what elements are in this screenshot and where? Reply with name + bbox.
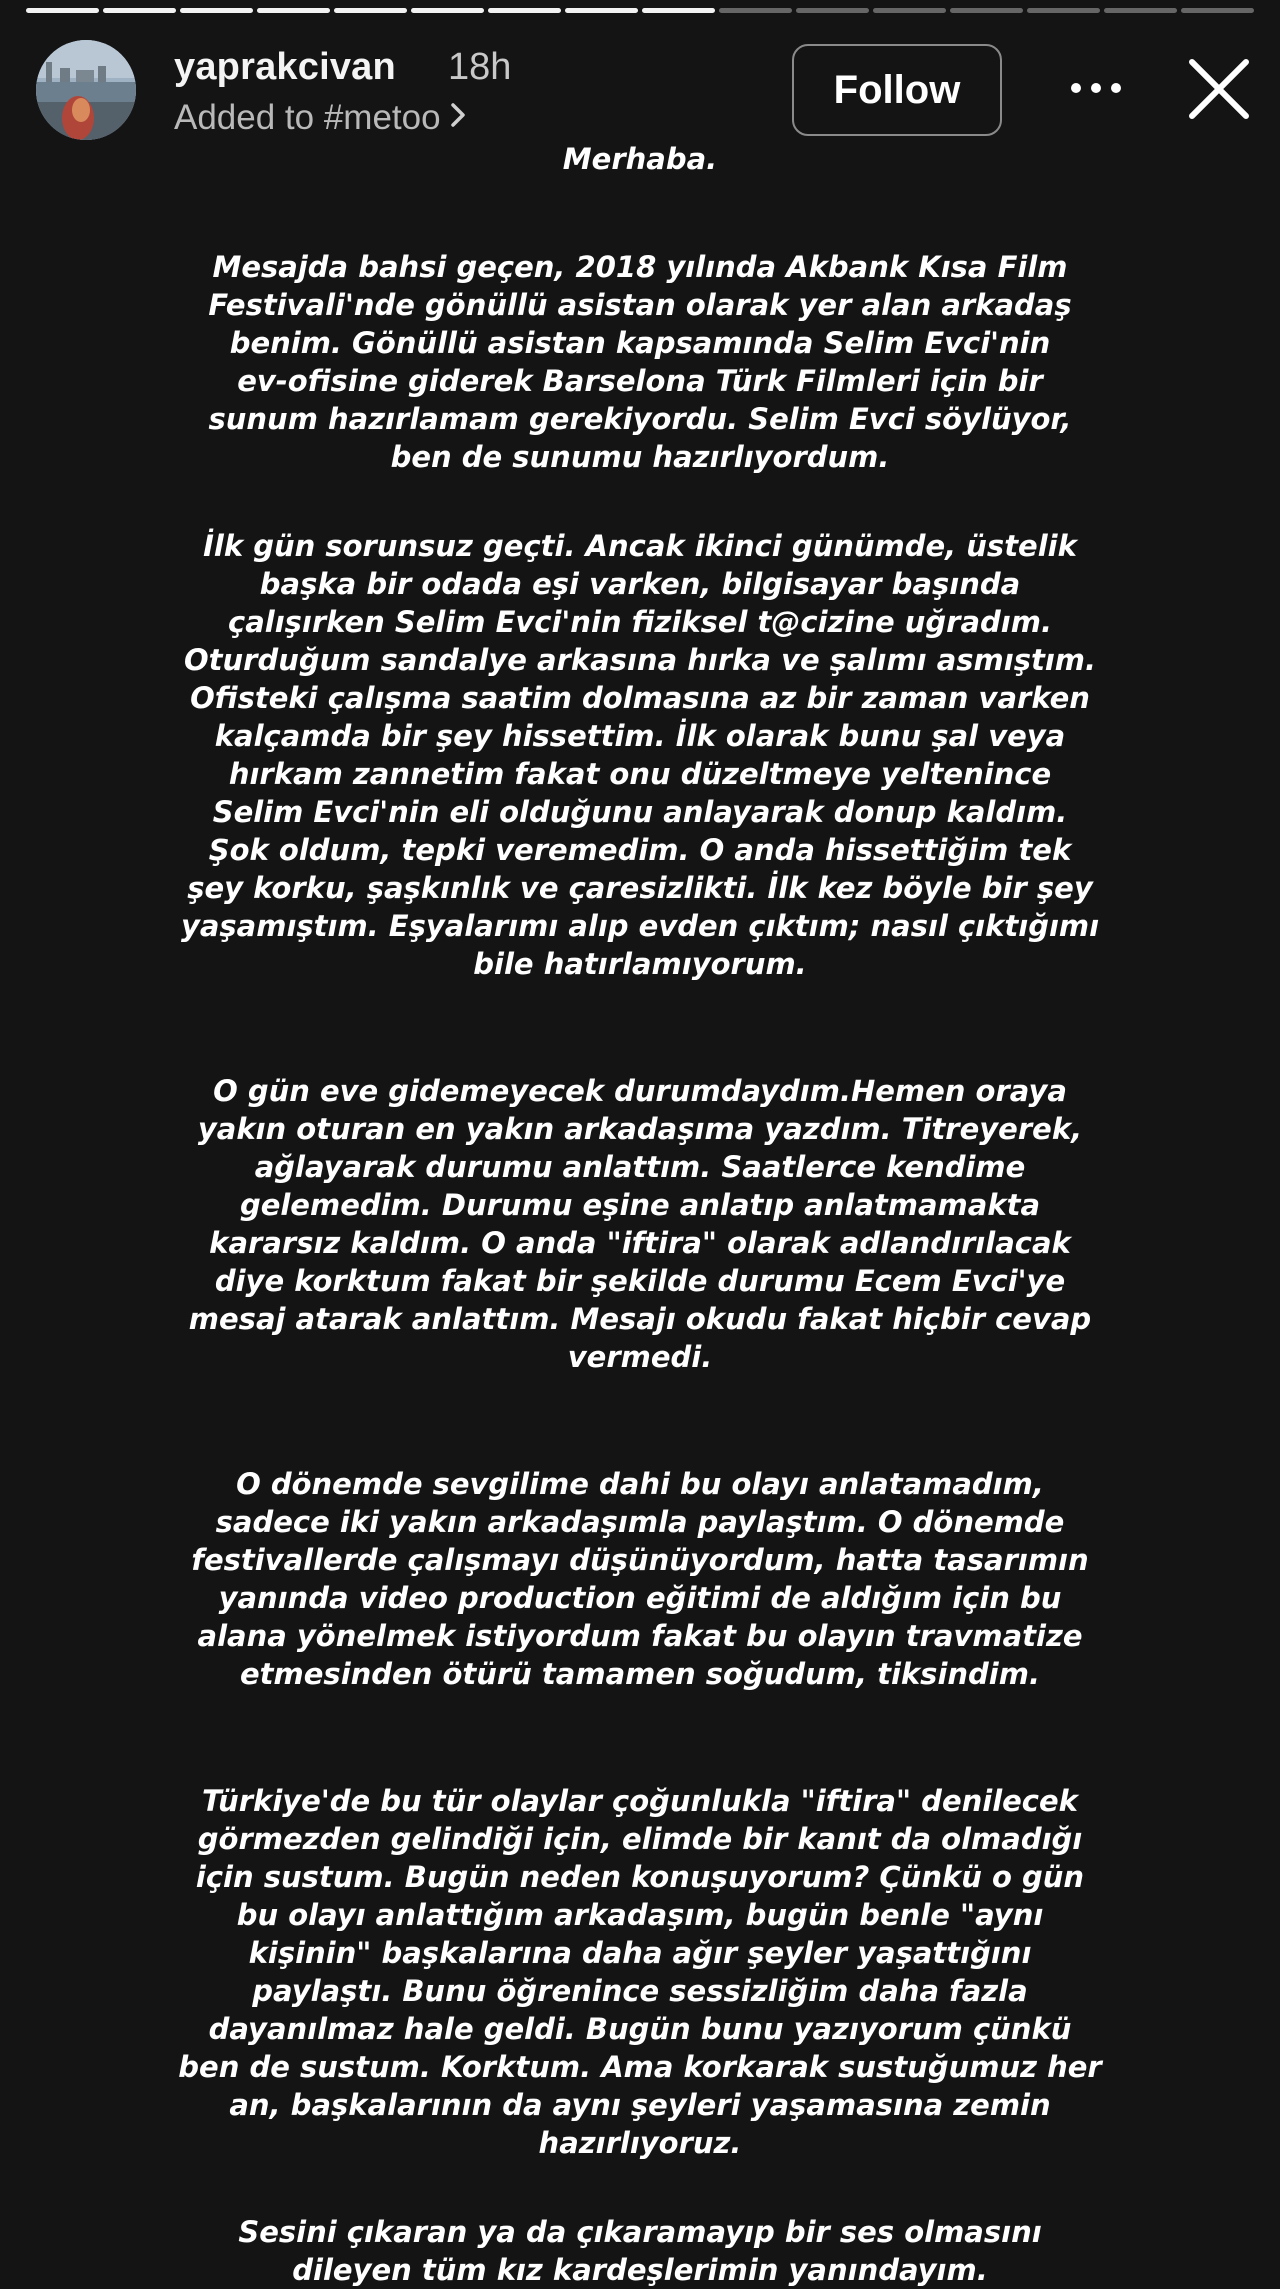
- avatar[interactable]: [36, 40, 136, 140]
- story-paragraph: Merhaba.: [562, 142, 718, 176]
- progress-segment: [565, 8, 638, 13]
- story-paragraph: Sesini çıkaran ya da çıkaramayıp bir ses olmasını dileyen tüm kız kardeşlerimin yanındayım.: [238, 2215, 1042, 2287]
- progress-segment: [950, 8, 1023, 13]
- progress-segment: [642, 8, 715, 13]
- progress-segment: [1181, 8, 1254, 13]
- progress-segment: [796, 8, 869, 13]
- story-paragraph: O dönemde sevgilime dahi bu olayı anlatamadım, sadece iki yakın arkadaşımla paylaştım. O dönemde festivallerde çalışmayı düşünüyordum, hatta tasarımın yanında video production eğitimi de aldığım için bu alana yönelmek istiyordum fakat bu olayın travmatize etmesinden ötürü tamamen soğudum, tiksindim.: [191, 1467, 1089, 1691]
- added-to-link[interactable]: [174, 98, 467, 138]
- close-icon[interactable]: [1184, 54, 1254, 124]
- progress-segment: [257, 8, 330, 13]
- time-ago: 18h: [448, 46, 512, 88]
- progress-segment: [719, 8, 792, 13]
- story-header: [36, 38, 1280, 148]
- added-to-label: Added to #metoo: [174, 98, 441, 137]
- story-paragraph: İlk gün sorunsuz geçti. Ancak ikinci günümde, üstelik başka bir odada eşi varken, bilgisayar başında çalışırken Selim Evci'nin fiziksel t@cizine uğradım. Oturduğum sandalye arkasına hırka ve şalımı asmıştım. Ofisteki çalışma saatim dolmasına az bir zaman varken kalçamda bir şey hissettim. İlk olarak bunu şal veya hırkam zannetim fakat onu düzeltmeye yeltenince Selim Evci'nin eli olduğunu anlayarak donup kaldım. Şok oldum, tepki veremedim. O anda hissettiğim tek şey korku, şaşkınlık ve çaresizlikti. İlk kez böyle bir şey yaşamıştım. Eşyalarımı alıp evden çıktım; nasıl çıktığımı bile hatırlamıyorum.: [180, 529, 1100, 981]
- story-progress-bar: [26, 8, 1254, 14]
- story-paragraph: Türkiye'de bu tür olaylar çoğunlukla "iftira" denilecek görmezden gelindiği için, elimde bir kanıt da olmadığı için sustum. Bugün neden konuşuyorum? Çünkü o gün bu olayı anlattığım arkadaşım, bugün benle "aynı kişinin" başkalarına daha ağır şeyler yaşattığını paylaştı. Bunu öğrenince sessizliğim daha fazla dayanılmaz hale geldi. Bugün bunu yazıyorum çünkü ben de sustum. Korktum. Ama korkarak sustuğumuz her an, başkalarının da aynı şeyleri yaşamasına zemin hazırlıyoruz.: [178, 1784, 1102, 2160]
- progress-segment: [488, 8, 561, 13]
- story-paragraph: Mesajda bahsi geçen, 2018 yılında Akbank Kısa Film Festivali'nde gönüllü asistan olarak yer alan arkadaş benim. Gönüllü asistan kapsamında Selim Evci'nin ev-ofisine giderek Barselona Türk Filmleri için bir sunum hazırlamam gerekiyordu. Selim Evci söylüyor, ben de sunumu hazırlıyordum.: [208, 250, 1072, 474]
- progress-segment: [1104, 8, 1177, 13]
- chevron-right-icon: [449, 99, 467, 138]
- progress-segment: [26, 8, 99, 13]
- progress-segment: [1027, 8, 1100, 13]
- progress-segment: [180, 8, 253, 13]
- progress-segment: [873, 8, 946, 13]
- progress-segment: [411, 8, 484, 13]
- username[interactable]: yaprakcivan: [174, 46, 396, 88]
- progress-segment: [103, 8, 176, 13]
- more-horizontal-icon[interactable]: [1066, 68, 1126, 108]
- progress-segment: [334, 8, 407, 13]
- story-text-content: [110, 140, 1170, 2289]
- avatar-image: [36, 40, 136, 140]
- story-paragraph: O gün eve gidemeyecek durumdaydım.Hemen oraya yakın oturan en yakın arkadaşıma yazdım. Titreyerek, ağlayarak durumu anlattım. Saatlerce kendime gelemedim. Durumu eşine anlatıp anlatmamakta kararsız kaldım. O anda "iftira" olarak adlandırılacak diye korktum fakat bir şekilde durumu Ecem Evci'ye mesaj atarak anlattım. Mesajı okudu fakat hiçbir cevap vermedi.: [188, 1074, 1092, 1374]
- follow-button[interactable]: Follow: [792, 44, 1002, 136]
